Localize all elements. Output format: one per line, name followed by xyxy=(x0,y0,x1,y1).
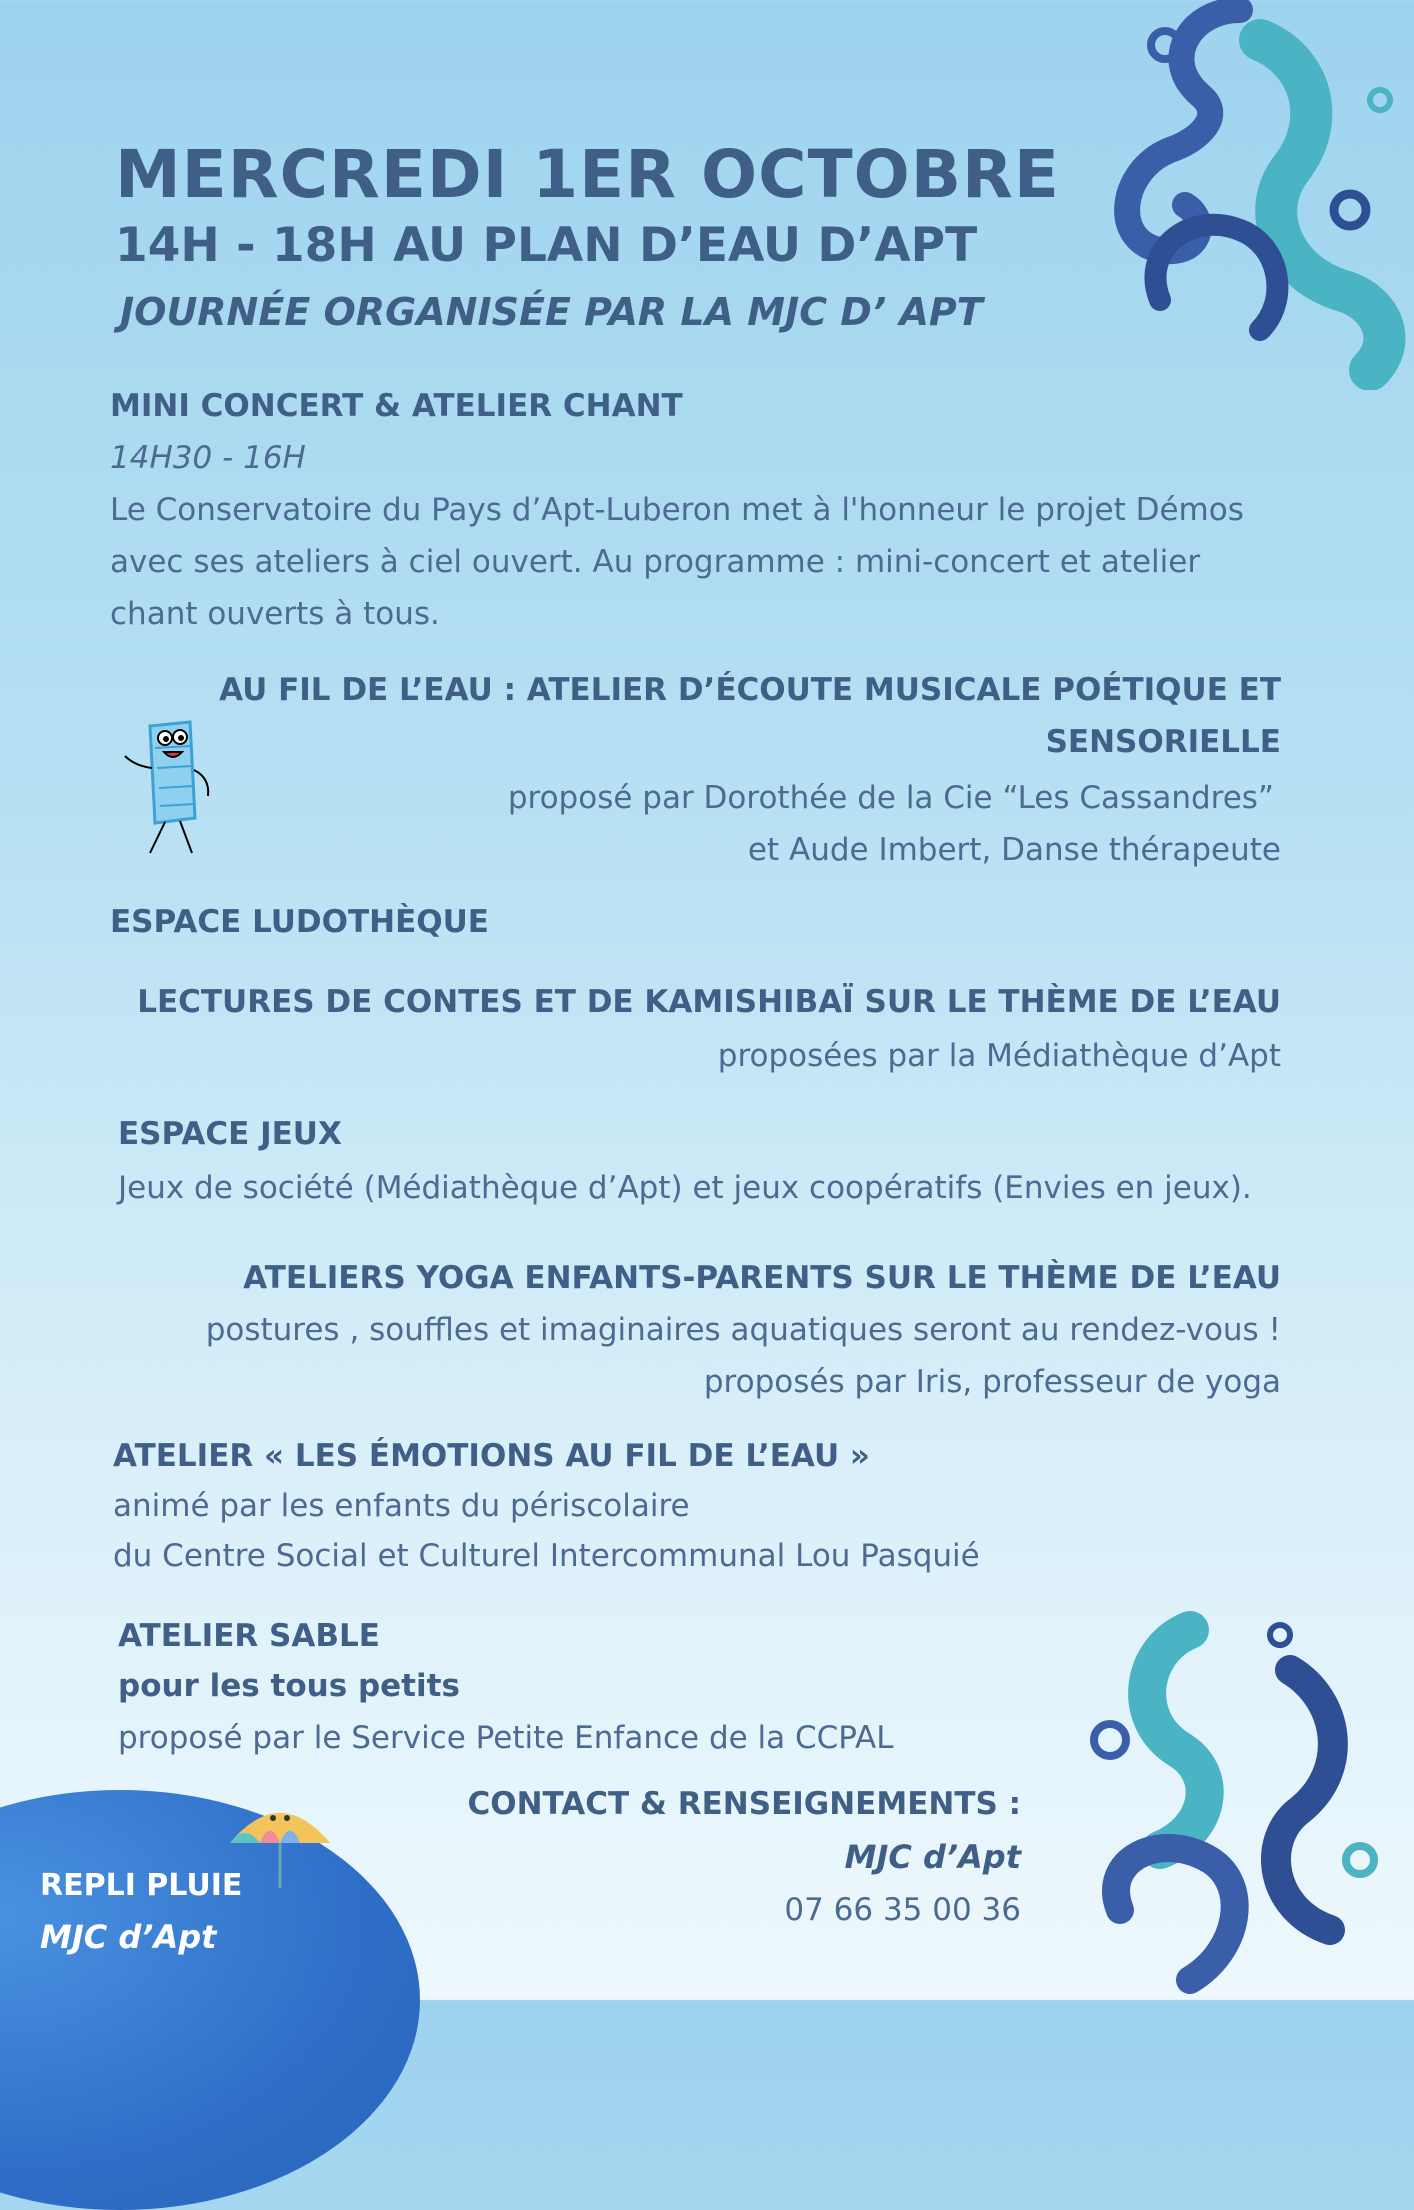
fil-line1: proposé par Dorothée de la Cie “Les Cassandres” xyxy=(507,780,1274,816)
yoga-title: ATELIERS YOGA ENFANTS-PARENTS SUR LE THÈME DE L’EAU xyxy=(243,1260,1281,1296)
contes-title: LECTURES DE CONTES ET DE KAMISHIBAÏ SUR LE THÈME DE L’EAU xyxy=(137,984,1281,1020)
fil-title-line1: AU FIL DE L’EAU : ATELIER D’ÉCOUTE MUSICALE POÉTIQUE ET xyxy=(219,672,1281,708)
fil-line2: et Aude Imbert, Danse thérapeute xyxy=(747,832,1281,868)
wave-illustration-bottom xyxy=(1040,1610,1414,2000)
yoga-line2: proposés par Iris, professeur de yoga xyxy=(703,1364,1281,1400)
concert-line3: chant ouverts à tous. xyxy=(110,596,440,632)
yoga-line1: postures , souffles et imaginaires aquatiques seront au rendez-vous ! xyxy=(205,1312,1281,1348)
rain-fallback-place: MJC d’Apt xyxy=(40,1918,217,1956)
contact-phone: 07 66 35 00 36 xyxy=(784,1892,1021,1928)
rain-fallback-label: REPLI PLUIE xyxy=(40,1868,243,1903)
fil-title-line2: SENSORIELLE xyxy=(1045,724,1281,760)
contact-org: MJC d’Apt xyxy=(844,1838,1021,1876)
sable-title: ATELIER SABLE xyxy=(118,1618,380,1654)
ludo-title: ESPACE LUDOTHÈQUE xyxy=(110,904,489,940)
event-time-place: 14H - 18H AU PLAN D’EAU D’APT xyxy=(115,218,978,273)
wave-illustration-top xyxy=(1050,0,1414,390)
concert-title: MINI CONCERT & ATELIER CHANT xyxy=(110,388,683,424)
event-organizer: JOURNÉE ORGANISÉE PAR LA MJC D’ APT xyxy=(120,290,983,334)
water-character-icon xyxy=(110,708,230,858)
contes-line1: proposées par la Médiathèque d’Apt xyxy=(717,1038,1281,1074)
emotions-line2: du Centre Social et Culturel Intercommunal Lou Pasquié xyxy=(113,1538,980,1574)
concert-line2: avec ses ateliers à ciel ouvert. Au programme : mini-concert et atelier xyxy=(110,544,1201,580)
concert-time: 14H30 - 16H xyxy=(110,440,306,476)
rain-fallback-background xyxy=(0,1790,420,2210)
event-date: MERCREDI 1ER OCTOBRE xyxy=(115,136,1060,213)
emotions-title: ATELIER « LES ÉMOTIONS AU FIL DE L’EAU » xyxy=(113,1438,870,1474)
contact-title: CONTACT & RENSEIGNEMENTS : xyxy=(467,1786,1021,1822)
sable-subtitle: pour les tous petits xyxy=(118,1668,460,1704)
jeux-line1: Jeux de société (Médiathèque d’Apt) et jeux coopératifs (Envies en jeux). xyxy=(118,1170,1252,1206)
jeux-title: ESPACE JEUX xyxy=(118,1116,342,1152)
concert-line1: Le Conservatoire du Pays d’Apt-Luberon met à l'honneur le projet Démos xyxy=(110,492,1244,528)
emotions-line1: animé par les enfants du périscolaire xyxy=(113,1488,690,1524)
sable-line1: proposé par le Service Petite Enfance de la CCPAL xyxy=(118,1720,894,1756)
